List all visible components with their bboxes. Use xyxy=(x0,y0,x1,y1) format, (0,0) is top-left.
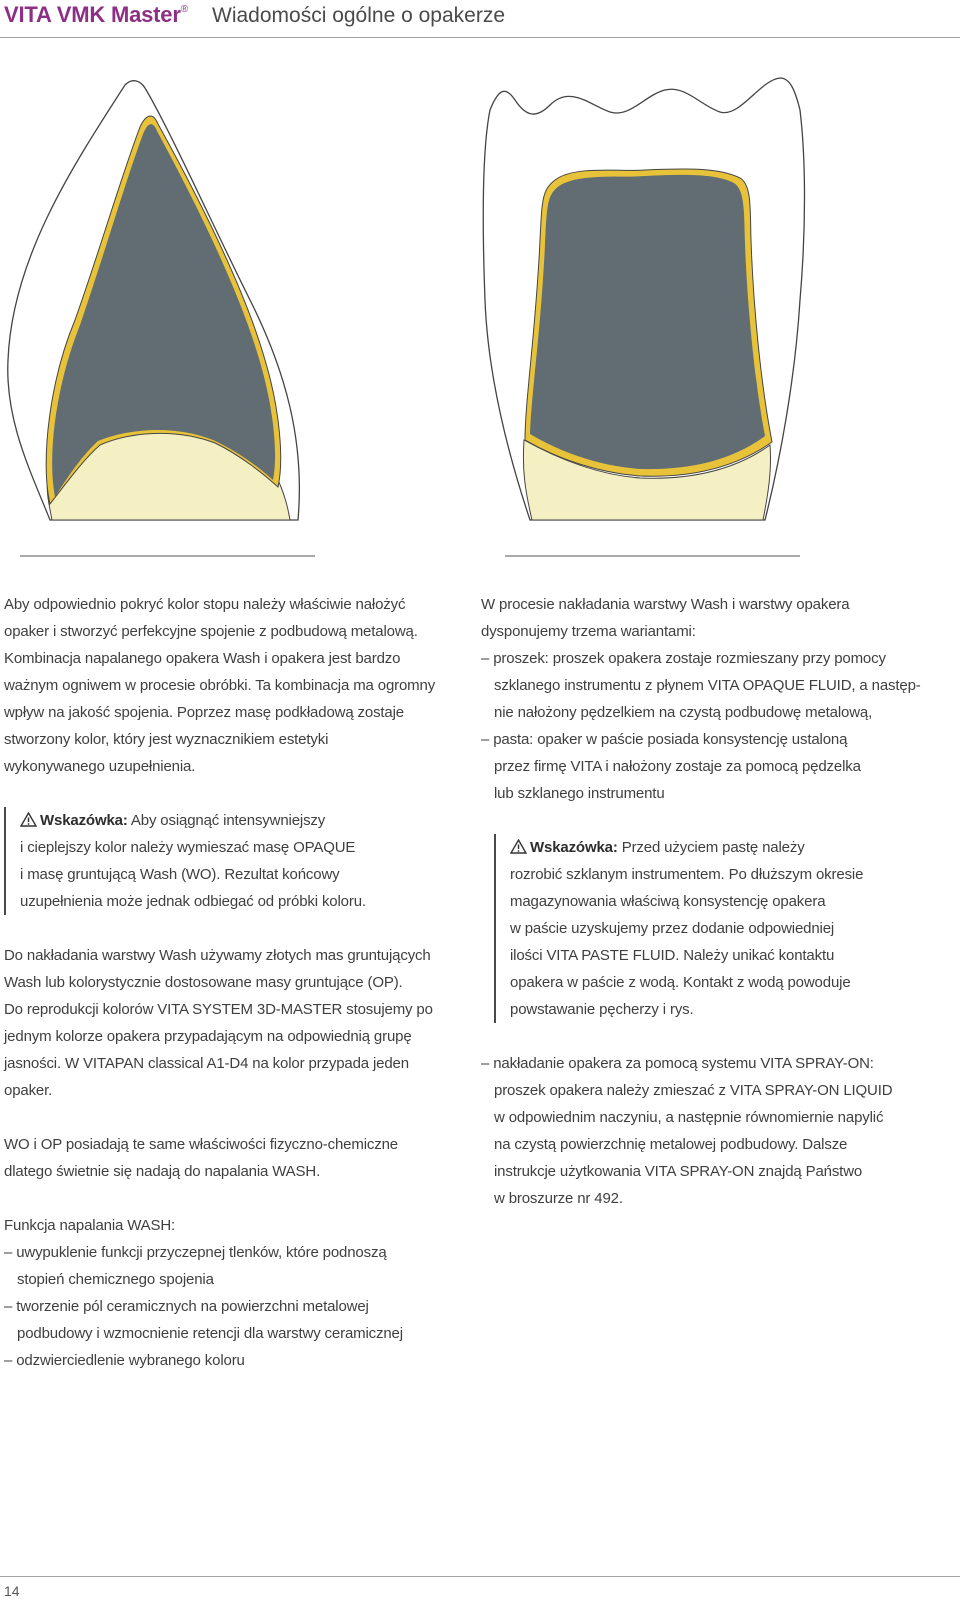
list-item xyxy=(4,1239,403,1293)
molar-metal-framework xyxy=(530,175,765,469)
text-line: powstawanie pęcherzy i rys. xyxy=(510,1001,694,1018)
text-line: wpływ na jakość spojenia. Poprzez masę podkładową zostaje xyxy=(4,704,405,721)
text-line: instrukcje użytkowania VITA SPRAY-ON znajdą Państwo xyxy=(494,1163,863,1180)
text-line: podbudowy i wzmocnienie retencji dla warstwy ceramicznej xyxy=(17,1325,403,1342)
text-line: Aby odpowiednio pokryć kolor stopu należy właściwie nałożyć xyxy=(4,596,406,613)
brand-title xyxy=(4,2,188,28)
brand-name: VITA VMK Master xyxy=(4,2,181,27)
list-item xyxy=(481,726,921,807)
text-line: szklanego instrumentu z płynem VITA OPAQUE FLUID, a następ- xyxy=(494,677,921,694)
text-line: WO i OP posiadają te same właściwości fizyczno-chemiczne xyxy=(4,1136,398,1153)
text-line: – odzwierciedlenie wybranego koloru xyxy=(4,1352,245,1369)
text-line: ważnym ogniwem w procesie obróbki. Ta kombinacja ma ogromny xyxy=(4,677,436,694)
incisor-diagram xyxy=(8,81,315,556)
text-line: stopień chemicznego spojenia xyxy=(17,1271,214,1288)
right-hint-box xyxy=(494,834,863,1023)
text-line: jednym kolorze opakera przypadającym na odpowiednią grupę xyxy=(4,1028,412,1045)
molar-diagram xyxy=(483,78,804,556)
hint-first-line xyxy=(20,807,366,834)
footer-rule xyxy=(0,1576,960,1577)
tooth-cross-section-illustration xyxy=(0,60,960,560)
text-line: Wash lub kolorystycznie dostosowane masy gruntujące (OP). xyxy=(4,974,403,991)
hint-text: Przed użyciem pastę należy xyxy=(617,839,805,856)
right-spray-item xyxy=(481,1050,892,1212)
text-line: – nakładanie opakera za pomocą systemu VITA SPRAY-ON: xyxy=(481,1055,874,1072)
text-line: nie nałożony pędzelkiem na czystą podbudowę metalową, xyxy=(494,704,873,721)
text-line: opaker i stworzyć perfekcyjne spojenie z podbudową metalową. xyxy=(4,623,418,640)
text-line: i cieplejszy kolor należy wymieszać masę OPAQUE xyxy=(20,839,356,856)
text-line: jasności. W VITAPAN classical A1-D4 na kolor przypada jeden xyxy=(4,1055,409,1072)
text-line: w paście uzyskujemy przez dodanie odpowiedniej xyxy=(510,920,835,937)
text-line: – uwypuklenie funkcji przyczepnej tlenków, które podnoszą xyxy=(4,1244,387,1261)
text-line: opakera w paście z wodą. Kontakt z wodą powoduje xyxy=(510,974,851,991)
text-line: Kombinacja napalanego opakera Wash i opakera jest bardzo xyxy=(4,650,401,667)
text-line: przez firmę VITA i nałożony zostaje za pomocą pędzelka xyxy=(494,758,861,775)
left-properties-paragraph xyxy=(4,1131,398,1185)
right-variants-list xyxy=(481,645,921,807)
list-item xyxy=(4,1347,403,1374)
page-number: 14 xyxy=(4,1583,20,1599)
text-line: dlatego świetnie się nadają do napalania WASH. xyxy=(4,1163,321,1180)
text-line: Do nakładania warstwy Wash używamy złotych mas gruntujących xyxy=(4,947,431,964)
text-line: i masę gruntującą Wash (WO). Rezultat końcowy xyxy=(20,866,340,883)
left-function-list xyxy=(4,1212,403,1374)
text-line: W procesie nakładania warstwy Wash i warstwy opakera xyxy=(481,596,850,613)
registered-mark: ® xyxy=(180,4,188,15)
warning-icon xyxy=(510,839,527,854)
list-title: Funkcja napalania WASH: xyxy=(4,1217,176,1234)
text-line: wykonywanego uzupełnienia. xyxy=(4,758,196,775)
text-line: na czystą powierzchnię metalowej podbudowy. Dalsze xyxy=(494,1136,848,1153)
text-line: ilości VITA PASTE FLUID. Należy unikać kontaktu xyxy=(510,947,835,964)
left-intro-paragraph xyxy=(4,591,435,780)
hint-label: Wskazówka: xyxy=(40,812,128,829)
text-line: rozrobić szklanym instrumentem. Po dłuższym okresie xyxy=(510,866,864,883)
text-line: dysponujemy trzema wariantami: xyxy=(481,623,696,640)
right-intro-paragraph xyxy=(481,591,849,645)
text-line: w odpowiednim naczyniu, a następnie równomiernie napylić xyxy=(494,1109,884,1126)
text-line: stworzony kolor, który jest wyznacznikiem estetyki xyxy=(4,731,329,748)
left-hint-box xyxy=(4,807,366,915)
list-item xyxy=(4,1293,403,1347)
header-rule xyxy=(0,37,960,38)
hint-first-line xyxy=(510,834,863,861)
text-line: w broszurze nr 492. xyxy=(494,1190,623,1207)
text-line: opaker. xyxy=(4,1082,53,1099)
text-line: magazynowania właściwą konsystencję opakera xyxy=(510,893,826,910)
text-line: Do reprodukcji kolorów VITA SYSTEM 3D-MASTER stosujemy po xyxy=(4,1001,433,1018)
text-line: proszek opakera należy zmieszać z VITA SPRAY-ON LIQUID xyxy=(494,1082,893,1099)
text-line: – pasta: opaker w paście posiada konsystencję ustaloną xyxy=(481,731,848,748)
text-line: lub szklanego instrumentu xyxy=(494,785,665,802)
warning-icon xyxy=(20,812,37,827)
text-line: uzupełnienia może jednak odbiegać od próbki koloru. xyxy=(20,893,366,910)
list-item xyxy=(481,645,921,726)
hint-text: Aby osiągnąć intensywniejszy xyxy=(127,812,326,829)
page-header xyxy=(0,0,960,40)
hint-label: Wskazówka: xyxy=(530,839,618,856)
page-title: Wiadomości ogólne o opakerze xyxy=(212,4,505,27)
text-line: – proszek: proszek opakera zostaje rozmieszany przy pomocy xyxy=(481,650,886,667)
left-wash-paragraph xyxy=(4,942,433,1104)
text-line: – tworzenie pól ceramicznych na powierzchni metalowej xyxy=(4,1298,369,1315)
